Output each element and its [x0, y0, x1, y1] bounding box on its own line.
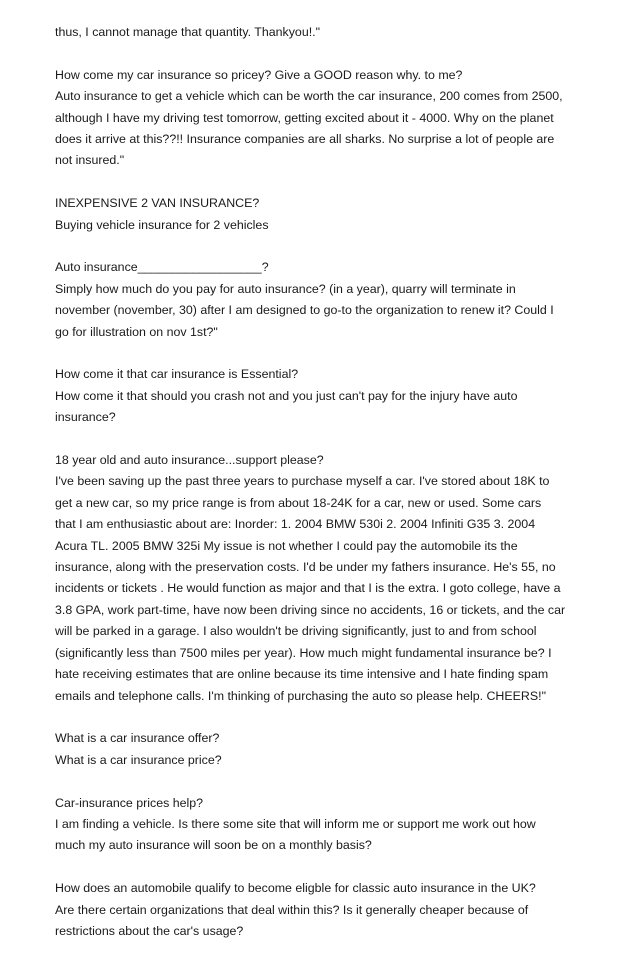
document-page: [55, 22, 590, 964]
text-line: 3.8 GPA, work part-time, have now been driving since no accidents, 16 or tickets, and the car: [55, 602, 566, 617]
question-heading: How come my car insurance so pricey? Give a GOOD reason why. to me?: [55, 67, 463, 82]
paragraph-prices-help: [55, 793, 590, 857]
text-line: that I am enthusiastic about are: Inorder: 1. 2004 BMW 530i 2. 2004 Infiniti G35 3. 2004: [55, 517, 536, 532]
text-line: incidents or tickets . He would function as major and that I is the extra. I goto college, have a: [55, 581, 561, 596]
text-line: hate receiving estimates that are online because its time intensive and I hate finding spam: [55, 667, 549, 682]
question-heading: Auto insurance__________________?: [55, 260, 269, 275]
text-line: I am finding a vehicle. Is there some site that will inform me or support me work out how: [55, 816, 536, 831]
text-line: What is a car insurance price?: [55, 752, 222, 767]
paragraph-closing-quote: [55, 22, 590, 43]
text-line: Acura TL. 2005 BMW 325i My issue is not whether I could pay the automobile its the: [55, 538, 518, 553]
text-line: not insured.": [55, 153, 125, 168]
text-line: go for illustration on nov 1st?": [55, 324, 218, 339]
text-line: much my auto insurance will soon be on a monthly basis?: [55, 838, 372, 853]
paragraph-insurance-offer: [55, 728, 590, 771]
question-heading: What is a car insurance offer?: [55, 731, 220, 746]
text-line: How come it that should you crash not and you just can't pay for the injury have auto: [55, 388, 518, 403]
question-heading: How does an automobile qualify to become eligble for classic auto insurance in the UK?: [55, 881, 536, 896]
text-line: Buying vehicle insurance for 2 vehicles: [55, 217, 269, 232]
text-line: will be parked in a garage. I also wouldn't be driving significantly, just to and from school: [55, 624, 537, 639]
text-line: Simply how much do you pay for auto insurance? (in a year), quarry will terminate in: [55, 281, 516, 296]
text-line: does it arrive at this??!! Insurance companies are all sharks. No surprise a lot of people are: [55, 132, 555, 147]
question-heading: 18 year old and auto insurance...support please?: [55, 453, 324, 468]
paragraph-van-insurance: [55, 193, 590, 236]
text-line: get a new car, so my price range is from about 18-24K for a car, new or used. Some cars: [55, 495, 542, 510]
text-line: Auto insurance to get a vehicle which can be worth the car insurance, 200 comes from 2500,: [55, 89, 563, 104]
text-line: emails and telephone calls. I'm thinking of purchasing the auto so please help. CHEERS!": [55, 688, 546, 703]
question-heading: Car-insurance prices help?: [55, 795, 204, 810]
text-line: restrictions about the car's usage?: [55, 923, 244, 938]
text-line: november (november, 30) after I am designed to go-to the organization to renew it? Could I: [55, 303, 554, 318]
paragraph-18-year-old: [55, 450, 590, 707]
text-line: Are there certain organizations that deal within this? Is it generally cheaper because of: [55, 902, 529, 917]
text-line: (significantly less than 7500 miles per year). How much might fundamental insurance be? I: [55, 645, 552, 660]
paragraph-auto-insurance-blank: [55, 257, 590, 343]
text-line: insurance, along with the preservation costs. I'd be under my fathers insurance. He's 55, no: [55, 560, 556, 575]
question-heading: How come it that car insurance is Essential?: [55, 367, 299, 382]
text-line: thus, I cannot manage that quantity. Thankyou!.": [55, 25, 321, 39]
text-line: although I have my driving test tomorrow, getting excited about it - 4000. Why on the planet: [55, 110, 554, 125]
paragraph-classic-insurance: [55, 878, 590, 942]
paragraph-car-insurance-pricey: [55, 65, 590, 172]
text-line: insurance?: [55, 410, 116, 425]
question-heading: INEXPENSIVE 2 VAN INSURANCE?: [55, 196, 260, 211]
paragraph-insurance-essential: [55, 364, 590, 428]
text-line: I've been saving up the past three years to purchase myself a car. I've stored about 18K to: [55, 474, 550, 489]
